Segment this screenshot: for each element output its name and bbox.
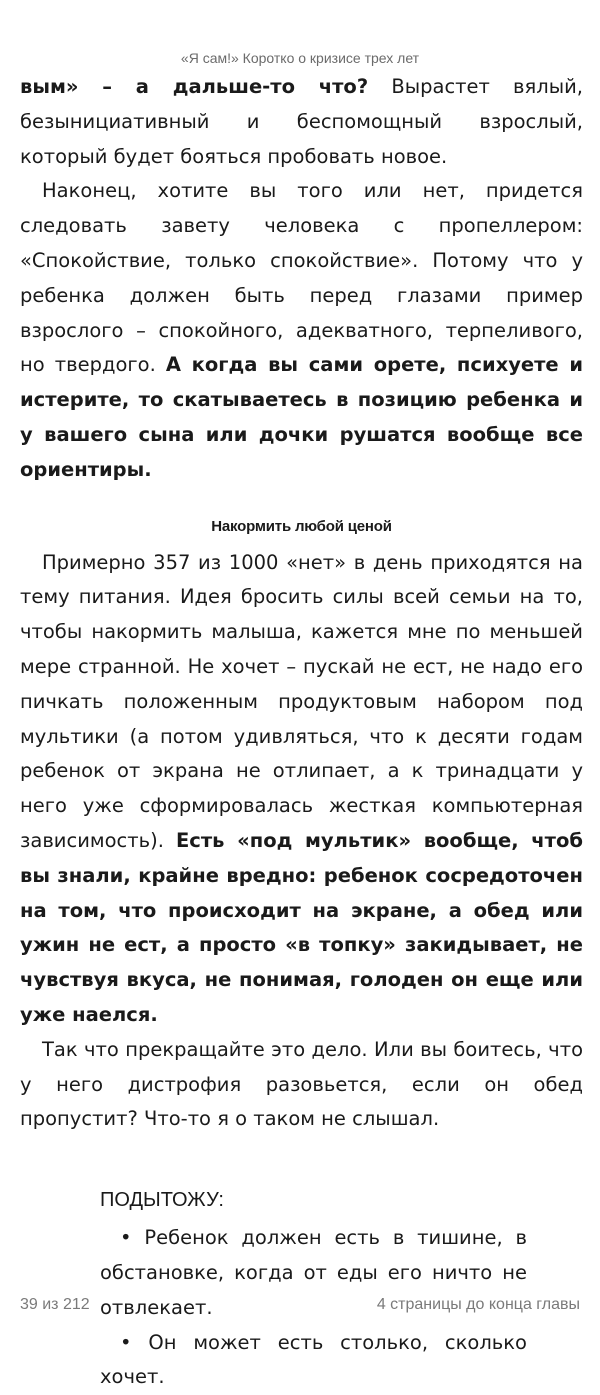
paragraph-2-text: Наконец, хотите вы того или нет, придется следовать завету человека с пропеллером: «Спокойствие, только спокойствие». Потому что у ребенка должен быть перед глазами пример взрослого – спокойного, адекватного, терпеливого, но твердого. [20, 179, 583, 376]
summary-bullet: • Ребенок должен есть в тишине, в обстановке, когда от еды его ничто не отвлекает. [100, 1221, 527, 1325]
paragraph-2 [20, 174, 583, 487]
book-title-header: «Я сам!» Коротко о кризисе трех лет [0, 50, 600, 66]
paragraph-4-text: Так что прекращайте это дело. Или вы боитесь, что у него дистрофия разовьется, если он обед пропустит? Что-то я о таком не слышал. [20, 1038, 583, 1131]
page-content [20, 70, 583, 1395]
reader-footer [20, 1296, 580, 1314]
paragraph-1-bold: вым» – а дальше-то что? [20, 75, 368, 98]
summary-title: ПОДЫТОЖУ: [100, 1185, 527, 1215]
paragraph-1-text: Вырастет вялый, безынициативный и беспомощный взрослый, который будет бояться пробовать новое. [20, 75, 583, 168]
section-subheading: Накормить любой ценой [20, 516, 583, 538]
paragraph-4 [20, 1033, 583, 1137]
paragraph-1 [20, 70, 583, 174]
chapter-remaining: 4 страницы до конца главы [377, 1296, 580, 1314]
page-counter: 39 из 212 [20, 1296, 90, 1314]
paragraph-3-text: Примерно 357 из 1000 «нет» в день приходятся на тему питания. Идея бросить силы всей семьи на то, чтобы накормить малыша, кажется мне по меньшей мере странной. Не хочет – пускай не ест, не надо его пичкать положенным продуктовым набором под мультики (а потом удивляться, что к десяти годам ребенок от экрана не отлипает, а к тринадцати у него уже сформировалась жесткая компьютерная зависимость). [20, 551, 583, 852]
paragraph-3-bold: Есть «под мультик» вообще, чтоб вы знали, крайне вредно: ребенок сосредоточен на том, что происходит на экране, а обед или ужин не ест, а просто «в топку» закидывает, не чувствуя вкуса, не понимая, голоден он еще или уже наелся. [20, 829, 583, 1026]
paragraph-3 [20, 546, 583, 1033]
summary-bullet: • Он может есть столько, сколько хочет. [100, 1326, 527, 1395]
summary-block [20, 1185, 583, 1395]
paragraph-2-bold: А когда вы сами орете, психуете и истерите, то скатываетесь в позицию ребенка и у вашего сына или дочки рушатся вообще все ориентиры. [20, 353, 583, 480]
